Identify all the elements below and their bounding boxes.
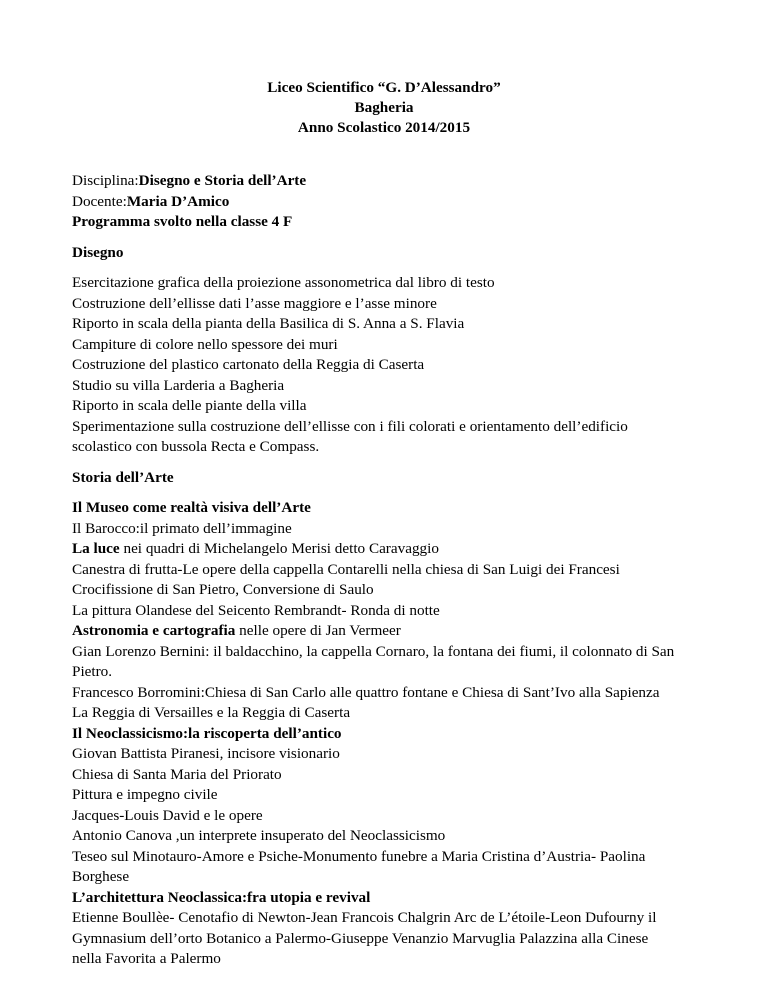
storia-line: Canestra di frutta-Le opere della cappella Contarelli nella chiesa di San Luigi dei Francesi — [72, 560, 620, 578]
disegno-line: Esercitazione grafica della proiezione assonometrica dal libro di testo — [72, 274, 495, 291]
storia-line: Pietro. — [72, 663, 113, 680]
storia-line: La Reggia di Versailles e la Reggia di Caserta — [72, 704, 351, 721]
disegno-line: Sperimentazione sulla costruzione dell’ellisse con i fili colorati e orientamento dell’edificio — [72, 417, 628, 435]
storia-line: Francesco Borromini:Chiesa di San Carlo alle quattro fontane e Chiesa di Sant’Ivo alla Sapienza — [72, 683, 660, 701]
storia-line: Borghese — [72, 868, 130, 885]
storia-line: Pittura e impegno civile — [72, 786, 218, 803]
document-header — [0, 78, 768, 138]
storia-line-rest: nelle opere di Jan Vermeer — [235, 622, 401, 639]
storia-line: nella Favorita a Palermo — [72, 950, 221, 967]
storia-line: Etienne Boullèe- Cenotafio di Newton-Jean Francois Chalgrin Arc de L’étoile-Leon Dufourny il — [72, 909, 657, 926]
storia-line-bold: La luce — [72, 540, 120, 557]
storia-line-bold: Astronomia e cartografia — [72, 622, 236, 639]
disegno-line: Costruzione dell’ellisse dati l’asse maggiore e l’asse minore — [72, 294, 437, 312]
storia-heading: Storia dell’Arte — [72, 468, 174, 486]
school-year: Anno Scolastico 2014/2015 — [297, 119, 471, 136]
storia-line: Jacques-Louis David e le opere — [72, 806, 263, 824]
storia-line-rest: nei quadri di Michelangelo Merisi detto Caravaggio — [119, 540, 439, 557]
storia-line — [72, 539, 702, 560]
storia-line: L’architettura Neoclassica:fra utopia e revival — [72, 888, 371, 906]
school-name: Liceo Scientifico “G. D’Alessandro” — [267, 79, 501, 96]
storia-line: Il Museo come realtà visiva dell’Arte — [72, 499, 311, 516]
disegno-line: Riporto in scala delle piante della villa — [72, 397, 307, 414]
storia-line — [72, 621, 702, 642]
storia-line: Il Barocco:il primato dell’immagine — [72, 519, 292, 537]
disegno-line: Costruzione del plastico cartonato della Reggia di Caserta — [72, 356, 425, 373]
storia-line: Gian Lorenzo Bernini: il baldacchino, la cappella Cornaro, la fontana dei fiumi, il colonnato di San — [72, 642, 675, 660]
storia-line: Il Neoclassicismo:la riscoperta dell’antico — [72, 724, 342, 742]
disegno-line: Studio su villa Larderia a Bagheria — [72, 376, 285, 394]
program-title: Programma svolto nella classe 4 F — [72, 213, 293, 230]
discipline-line — [72, 171, 702, 192]
teacher-line — [72, 192, 702, 213]
storia-line: Crocifissione di San Pietro, Conversione di Saulo — [72, 581, 374, 598]
disegno-line: Campiture di colore nello spessore dei muri — [72, 335, 338, 353]
disegno-line: scolastico con bussola Recta e Compass. — [72, 438, 320, 455]
school-town: Bagheria — [354, 99, 414, 116]
teacher-label: Docente: — [72, 192, 127, 210]
discipline-value: Disegno e Storia dell’Arte — [138, 172, 307, 189]
storia-line: Antonio Canova ,un interprete insuperato del Neoclassicismo — [72, 827, 446, 844]
disegno-line: Riporto in scala della pianta della Basilica di S. Anna a S. Flavia — [72, 315, 465, 332]
teacher-value: Maria D’Amico — [126, 192, 230, 210]
document-body — [72, 171, 702, 970]
storia-line: Teseo sul Minotauro-Amore e Psiche-Monumento funebre a Maria Cristina d’Austria- Paolina — [72, 847, 646, 865]
storia-line: Giovan Battista Piranesi, incisore visionario — [72, 745, 340, 762]
storia-line: Gymnasium dell’orto Botanico a Palermo-Giuseppe Venanzio Marvuglia Palazzina alla Cinese — [72, 929, 649, 947]
disegno-heading: Disegno — [72, 243, 124, 261]
discipline-label: Disciplina: — [72, 172, 139, 189]
storia-line: Chiesa di Santa Maria del Priorato — [72, 765, 282, 783]
storia-line: La pittura Olandese del Seicento Rembrandt- Ronda di notte — [72, 601, 440, 619]
